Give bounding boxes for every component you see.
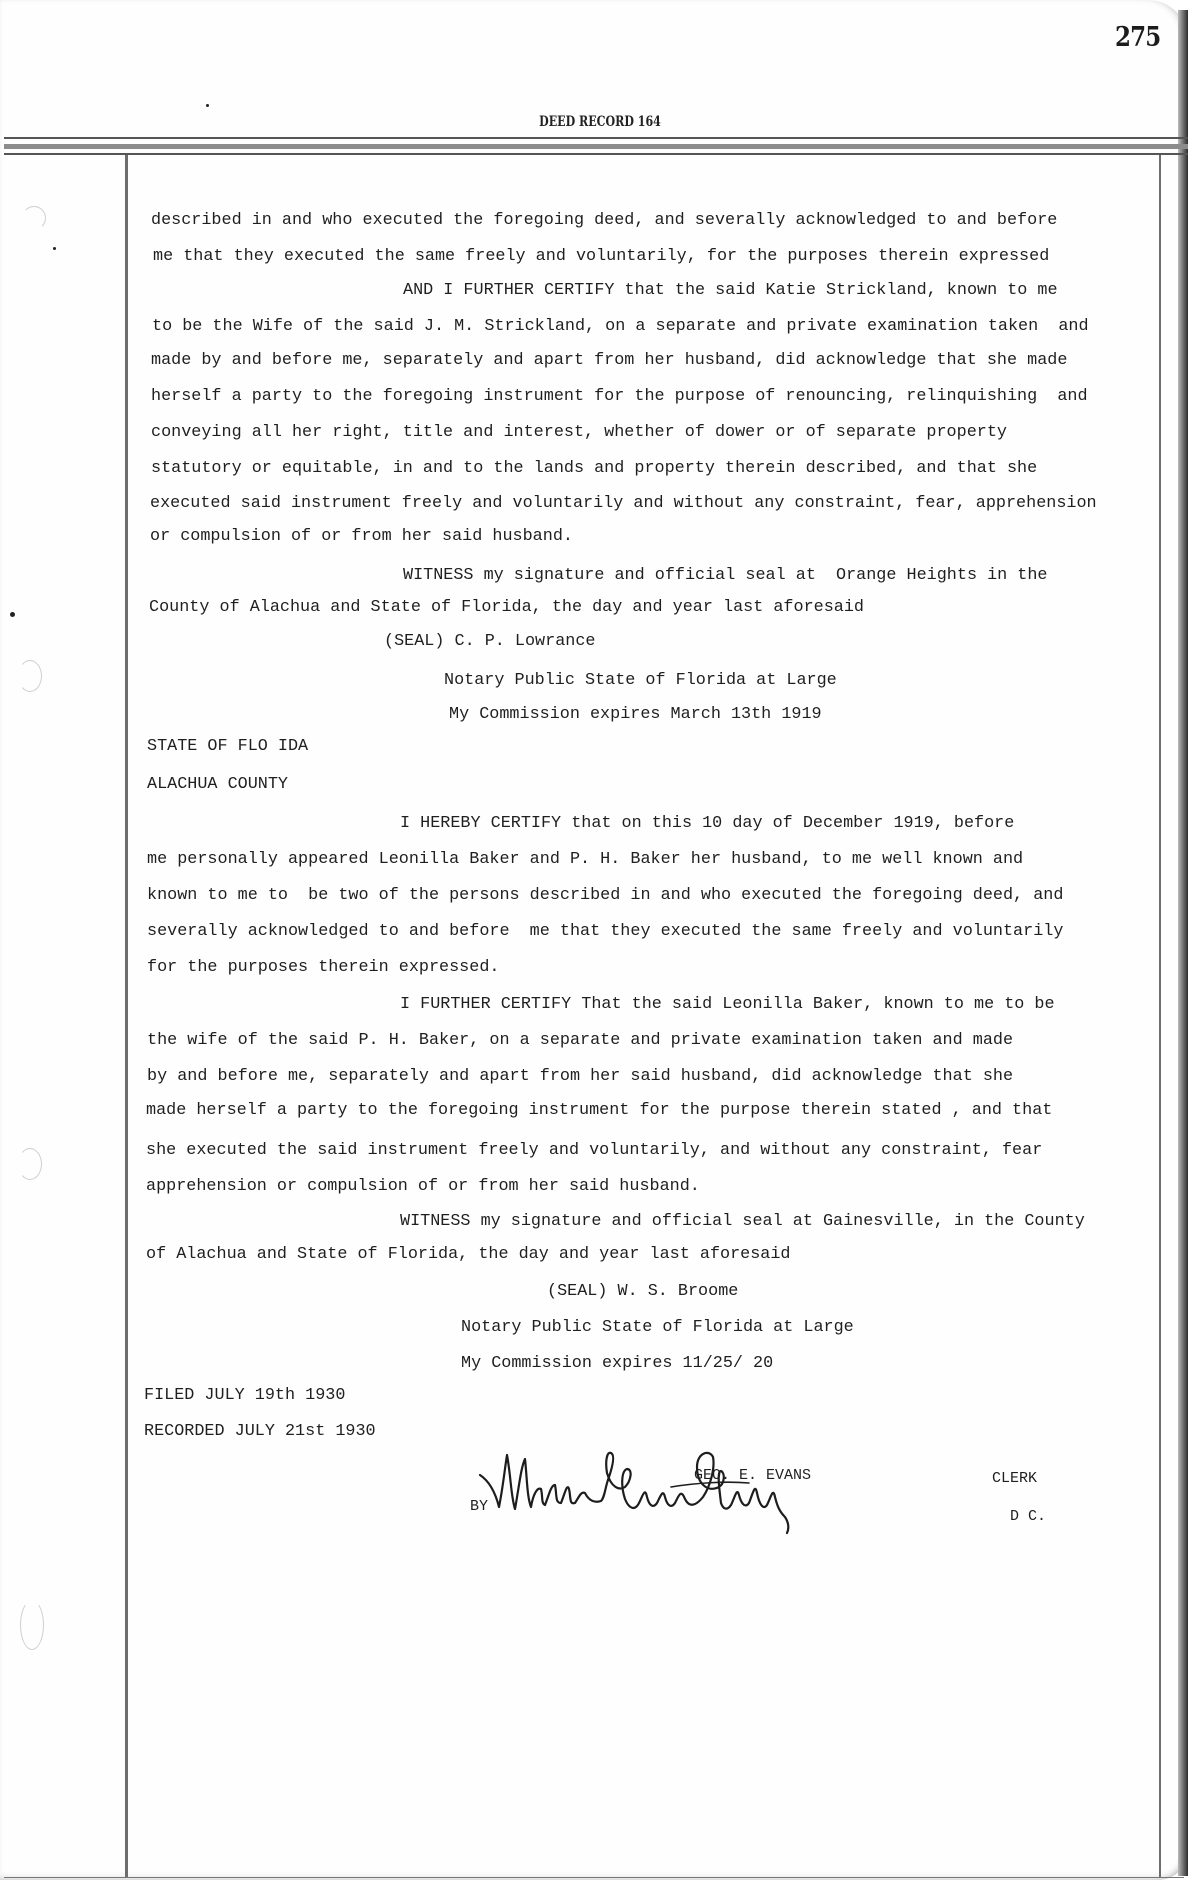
- venue-county: ALACHUA COUNTY: [147, 775, 288, 794]
- text-line: herself a party to the foregoing instrument for the purpose of renouncing, relinquishing and: [151, 387, 1088, 406]
- text-line: apprehension or compulsion of or from her said husband.: [146, 1177, 700, 1196]
- header-rule-middle: [4, 144, 1188, 149]
- right-margin-rule: [1159, 155, 1161, 1877]
- binding-hole-ghost: [22, 206, 46, 230]
- recorded-date: RECORDED JULY 21st 1930: [144, 1422, 376, 1441]
- text-line: I FURTHER CERTIFY That the said Leonilla Baker, known to me to be: [400, 995, 1055, 1014]
- text-line: made herself a party to the foregoing instrument for the purpose therein stated , and that: [146, 1101, 1053, 1120]
- deputy-clerk-title: D C.: [1010, 1508, 1047, 1525]
- text-line: County of Alachua and State of Florida, the day and year last aforesaid: [149, 598, 864, 617]
- binding-hole-ghost: [18, 1148, 42, 1180]
- notary-title-line: Notary Public State of Florida at Large: [444, 671, 837, 690]
- page-number: 275: [1114, 22, 1160, 53]
- binding-hole-ghost: [18, 660, 42, 692]
- text-line: known to me to be two of the persons described in and who executed the foregoing deed, and: [147, 886, 1064, 905]
- venue-state: STATE OF FLO IDA: [147, 737, 309, 756]
- ink-speck: [206, 104, 209, 107]
- clerk-title: CLERK: [992, 1470, 1038, 1487]
- text-line: I HEREBY CERTIFY that on this 10 day of December 1919, before: [400, 814, 1015, 833]
- text-line: statutory or equitable, in and to the lands and property therein described, and that she: [151, 459, 1038, 478]
- text-line: WITNESS my signature and official seal at Gainesville, in the County: [400, 1212, 1085, 1231]
- commission-line: My Commission expires 11/25/ 20: [461, 1354, 774, 1373]
- page-edge-shadow: [1178, 10, 1188, 1876]
- text-line: or compulsion of or from her said husband.: [150, 527, 573, 546]
- text-line: WITNESS my signature and official seal at Orange Heights in the: [403, 566, 1048, 585]
- text-line: described in and who executed the foregoing deed, and severally acknowledged to and before: [151, 211, 1058, 230]
- commission-line: My Commission expires March 13th 1919: [449, 705, 822, 724]
- left-margin-rule: [125, 155, 128, 1877]
- text-line: by and before me, separately and apart from her said husband, did acknowledge that she: [147, 1067, 1014, 1086]
- handwritten-signature: [475, 1447, 855, 1537]
- running-head: DEED RECORD 164: [539, 114, 661, 130]
- notary-seal-line: (SEAL) C. P. Lowrance: [384, 632, 596, 651]
- text-line: conveying all her right, title and interest, whether of dower or of separate property: [151, 423, 1007, 442]
- text-line: AND I FURTHER CERTIFY that the said Katie Strickland, known to me: [403, 281, 1058, 300]
- text-line: to be the Wife of the said J. M. Strickland, on a separate and private examination taken and: [152, 317, 1089, 336]
- text-line: she executed the said instrument freely and voluntarily, and without any constraint, fear: [146, 1141, 1043, 1160]
- ink-speck: [53, 247, 56, 250]
- notary-title-line: Notary Public State of Florida at Large: [461, 1318, 854, 1337]
- text-line: the wife of the said P. H. Baker, on a separate and private examination taken and made: [147, 1031, 1014, 1050]
- clerk-name: GEO. E. EVANS: [694, 1467, 812, 1484]
- by-label: BY: [470, 1498, 489, 1515]
- text-line: of Alachua and State of Florida, the day and year last aforesaid: [146, 1245, 791, 1264]
- text-line: me that they executed the same freely and voluntarily, for the purposes therein expressed: [153, 247, 1050, 266]
- text-line: executed said instrument freely and voluntarily and without any constraint, fear, apprehension: [150, 494, 1097, 513]
- text-line: me personally appeared Leonilla Baker and P. H. Baker her husband, to me well known and: [147, 850, 1024, 869]
- header-rule-bottom: [4, 153, 1188, 155]
- text-line: severally acknowledged to and before me that they executed the same freely and voluntarily: [147, 922, 1064, 941]
- header-rule-top: [4, 137, 1188, 139]
- ink-speck: [10, 612, 15, 617]
- filed-date: FILED JULY 19th 1930: [144, 1386, 346, 1405]
- page-bottom-edge: [4, 1877, 1184, 1878]
- text-line: made by and before me, separately and apart from her husband, did acknowledge that she made: [151, 351, 1068, 370]
- notary-seal-line: (SEAL) W. S. Broome: [547, 1282, 739, 1301]
- binding-hole-ghost: [20, 1600, 44, 1650]
- text-line: for the purposes therein expressed.: [147, 958, 500, 977]
